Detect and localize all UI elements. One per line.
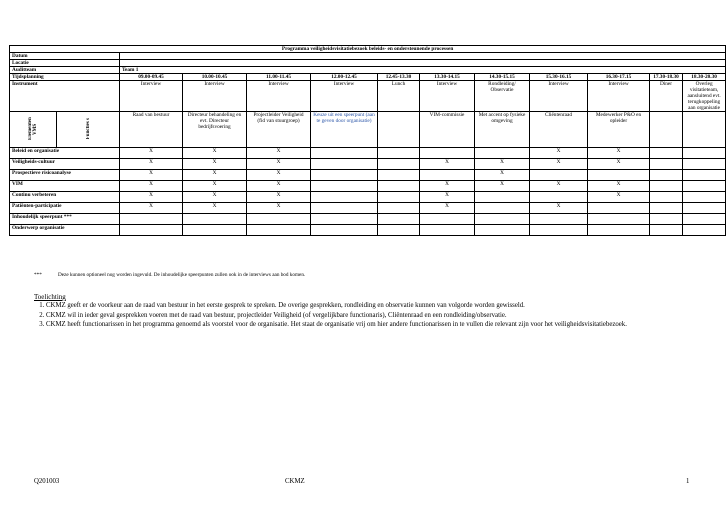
function-cell	[378, 112, 420, 148]
mark-cell	[311, 203, 378, 214]
footnote-marker: ***	[34, 272, 42, 278]
mark-cell	[378, 159, 420, 170]
function-cell: Directeur behandeling en evt. Directeur bedrijfsvoering	[183, 112, 247, 148]
mark-cell	[650, 181, 683, 192]
mark-cell	[420, 214, 475, 225]
time-slot: 12.45-13.30	[378, 74, 420, 81]
instrument-cell: Interview	[420, 81, 475, 112]
function-cell: Met accent op fysieke omgeving	[475, 112, 530, 148]
mark-cell	[530, 214, 588, 225]
functies-header	[57, 112, 120, 148]
mark-cell: X	[183, 192, 247, 203]
mark-cell: X	[120, 181, 183, 192]
mark-cell	[683, 225, 726, 236]
mark-cell	[420, 170, 475, 181]
function-cell: Medewerker P&O en opleider	[588, 112, 650, 148]
time-slot: 14.30-15.15	[475, 74, 530, 81]
mark-cell	[311, 170, 378, 181]
mark-cell	[650, 225, 683, 236]
mark-cell: X	[530, 203, 588, 214]
mark-cell	[683, 203, 726, 214]
mark-cell: X	[120, 159, 183, 170]
mark-cell	[588, 170, 650, 181]
time-slot: 15.30-16.15	[530, 74, 588, 81]
elementen-label: Elementen VMS	[28, 117, 38, 141]
mark-cell	[530, 192, 588, 203]
mark-cell	[683, 170, 726, 181]
mark-cell	[120, 214, 183, 225]
function-cell: Raad van bestuur	[120, 112, 183, 148]
mark-cell	[475, 148, 530, 159]
mark-cell	[378, 203, 420, 214]
time-slot: 17.30-18.30	[650, 74, 683, 81]
mark-cell: X	[247, 203, 311, 214]
mark-cell: X	[420, 159, 475, 170]
mark-cell: X	[247, 170, 311, 181]
mark-cell: X	[120, 170, 183, 181]
mark-cell	[183, 225, 247, 236]
mark-cell	[530, 225, 588, 236]
mark-cell	[378, 148, 420, 159]
table-row	[10, 203, 726, 214]
function-cell: Cliëntenraad	[530, 112, 588, 148]
element-label: Beleid en organisatie	[10, 148, 120, 159]
mark-cell	[650, 148, 683, 159]
list-item: 2. CKMZ wil in ieder geval gesprekken voeren met de raad van bestuur, projectleider Veiligheid (of vergelijkbare functionaris), Cliëntenraad en een rondleiding/observatie.	[46, 311, 706, 321]
mark-cell	[475, 203, 530, 214]
time-slot: 09.00-09.45	[120, 74, 183, 81]
mark-cell	[650, 170, 683, 181]
row-label-instrument: Instrument	[10, 81, 120, 112]
row-label-auditteam: Auditteam	[10, 67, 120, 74]
mark-cell: X	[588, 192, 650, 203]
instrument-cell: Interview	[311, 81, 378, 112]
mark-cell: X	[475, 170, 530, 181]
mark-cell	[530, 170, 588, 181]
mark-cell	[311, 225, 378, 236]
mark-cell	[683, 181, 726, 192]
mark-cell: X	[183, 148, 247, 159]
mark-cell: X	[420, 203, 475, 214]
mark-cell	[247, 214, 311, 225]
mark-cell: X	[420, 192, 475, 203]
mark-cell	[378, 181, 420, 192]
mark-cell: X	[247, 148, 311, 159]
mark-cell: X	[183, 170, 247, 181]
list-item: 1. CKMZ geeft er de voorkeur aan de raad van bestuur in het eerste gesprek te spreken. De overige gesprekken, rondleiding en observatie kunnen van volgorde worden gewisseld.	[46, 301, 706, 311]
mark-cell: X	[183, 181, 247, 192]
function-cell	[650, 112, 683, 148]
mark-cell	[311, 148, 378, 159]
mark-cell	[683, 148, 726, 159]
element-label: Veiligheids-cultuur	[10, 159, 120, 170]
table-row	[10, 225, 726, 236]
mark-cell	[683, 214, 726, 225]
time-slot: 10.00-10.45	[183, 74, 247, 81]
visitation-schedule-table	[9, 45, 726, 236]
table-row	[10, 214, 726, 225]
table-title: Programma veiligheidsvisitatiebezoek beleids- en ondersteunende processen	[10, 46, 726, 53]
mark-cell	[650, 159, 683, 170]
element-label: Patiënten-participatie	[10, 203, 120, 214]
mark-cell	[378, 192, 420, 203]
instrument-cell: Interview	[530, 81, 588, 112]
instrument-cell: Interview	[183, 81, 247, 112]
mark-cell	[475, 192, 530, 203]
mark-cell	[378, 170, 420, 181]
element-label: Continu verbeteren	[10, 192, 120, 203]
mark-cell	[311, 181, 378, 192]
instrument-cell: Interview	[588, 81, 650, 112]
element-label: Prospectieve risicoanalyse	[10, 170, 120, 181]
table-row	[10, 159, 726, 170]
time-slot: 11.00-11.45	[247, 74, 311, 81]
mark-cell: X	[247, 181, 311, 192]
mark-cell	[420, 148, 475, 159]
list-item: 3. CKMZ heeft functionarissen in het programma genoemd als voorstel voor de organisatie. Het staat de organisatie vrij om hier andere functionarissen in te vullen die relevant zijn voor het veiligheidsvisitatiebezoek.	[46, 320, 706, 330]
table-row	[10, 181, 726, 192]
table-row	[10, 192, 726, 203]
mark-cell	[311, 192, 378, 203]
element-label: Onderwerp organisatie	[10, 225, 120, 236]
time-slot: 16.30-17.15	[588, 74, 650, 81]
toelichting-list	[34, 301, 706, 330]
mark-cell	[588, 203, 650, 214]
mark-cell	[588, 225, 650, 236]
mark-cell	[183, 214, 247, 225]
mark-cell: X	[120, 203, 183, 214]
function-cell	[683, 112, 726, 148]
table-row	[10, 148, 726, 159]
instrument-cell: Lunch	[378, 81, 420, 112]
instrument-cell: Rondleiding/ Observatie	[475, 81, 530, 112]
footnote	[34, 272, 305, 278]
mark-cell: X	[530, 181, 588, 192]
mark-cell: X	[475, 159, 530, 170]
mark-cell	[650, 203, 683, 214]
mark-cell	[683, 159, 726, 170]
time-slot: 13.30-14.15	[420, 74, 475, 81]
mark-cell: X	[530, 148, 588, 159]
function-cell: VIM-commissie	[420, 112, 475, 148]
instrument-cell: Interview	[247, 81, 311, 112]
function-cell: Keuze uit een speerpunt (aan te geven door organisatie)	[311, 112, 378, 148]
footer-org: CKMZ	[285, 478, 305, 485]
time-slot: 18.30-20.30	[683, 74, 726, 81]
mark-cell: X	[247, 159, 311, 170]
mark-cell: X	[588, 181, 650, 192]
mark-cell	[311, 159, 378, 170]
mark-cell: X	[183, 159, 247, 170]
mark-cell	[683, 192, 726, 203]
row-label-datum: Datum	[10, 53, 120, 60]
locatie-value	[120, 60, 726, 67]
mark-cell: X	[588, 159, 650, 170]
mark-cell	[650, 192, 683, 203]
mark-cell: X	[475, 181, 530, 192]
mark-cell	[475, 214, 530, 225]
elementen-header	[10, 112, 57, 148]
footnote-text: Deze kunnen optioneel nog worden ingevuld. De inhoudelijke speerpunten zullen ook in de interviews aan bod komen.	[58, 272, 306, 278]
instrument-cell: Overleg visitatieteam, aansluitend evt. terugkoppeling aan organisatie	[683, 81, 726, 112]
toelichting-title: Toelichting	[34, 293, 66, 301]
footer-page-number: 1	[686, 478, 690, 485]
mark-cell	[588, 214, 650, 225]
mark-cell	[650, 214, 683, 225]
mark-cell	[247, 225, 311, 236]
mark-cell: X	[120, 148, 183, 159]
mark-cell: X	[420, 181, 475, 192]
row-label-tijdsplanning: Tijdsplanning	[10, 74, 120, 81]
functies-label: Functies s	[85, 118, 91, 140]
mark-cell	[120, 225, 183, 236]
footer-code: Q201003	[34, 478, 60, 485]
time-slot: 12.00-12.45	[311, 74, 378, 81]
mark-cell	[475, 225, 530, 236]
mark-cell: X	[247, 192, 311, 203]
mark-cell: X	[183, 203, 247, 214]
element-label: Inhoudelijk speerpunt ***	[10, 214, 120, 225]
function-cell: Projectleider Veiligheid (fid van stuurgroep)	[247, 112, 311, 148]
instrument-cell: Diner	[650, 81, 683, 112]
mark-cell	[311, 214, 378, 225]
element-label: VIM	[10, 181, 120, 192]
mark-cell: X	[530, 159, 588, 170]
datum-value	[120, 53, 726, 60]
table-row	[10, 170, 726, 181]
mark-cell: X	[588, 148, 650, 159]
mark-cell: X	[120, 192, 183, 203]
auditteam-value: Team 1	[120, 67, 726, 74]
mark-cell	[378, 214, 420, 225]
instrument-cell: Interview	[120, 81, 183, 112]
row-label-locatie: Locatie	[10, 60, 120, 67]
mark-cell	[378, 225, 420, 236]
mark-cell	[420, 225, 475, 236]
